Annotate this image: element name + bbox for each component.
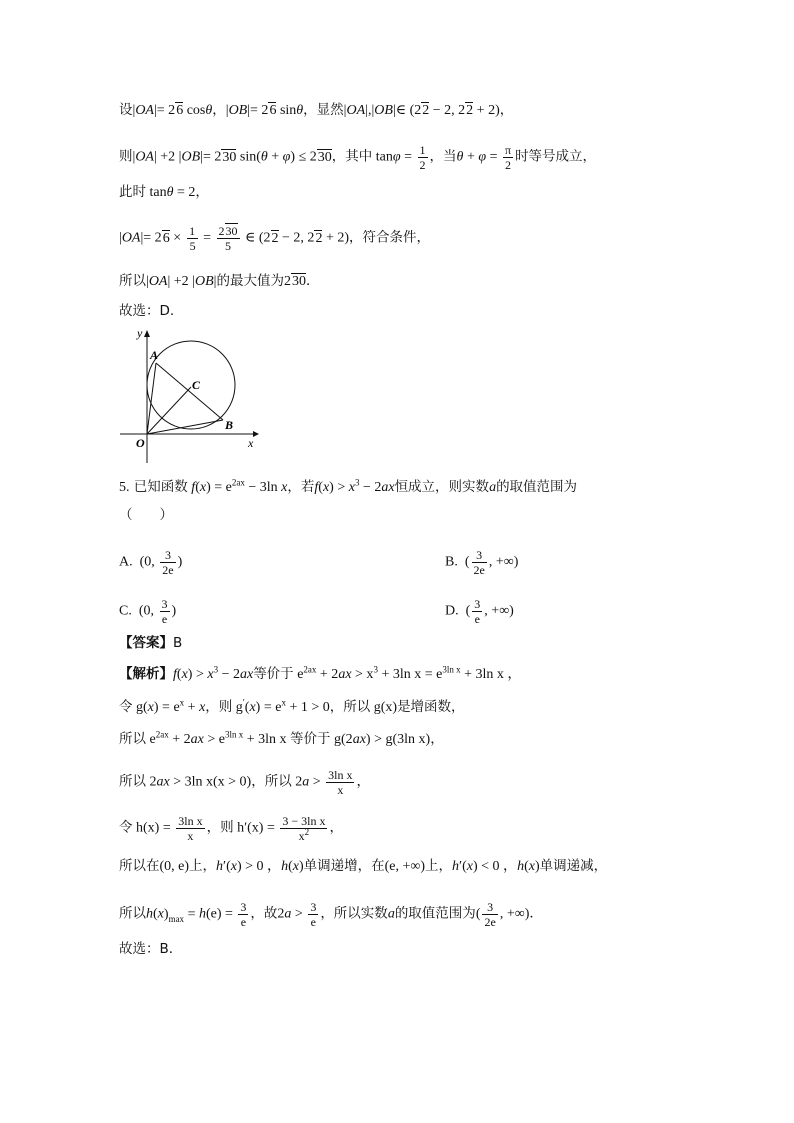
analysis-line-3: 所以 $e^{2ax} + 2ax > e^{3ln x} + 3\ln$ x 等价于 g(2ax) > g(3ln x)， (119, 729, 444, 747)
option-a[interactable]: A. (0, $\frac{3}{2e}$ ) (119, 548, 183, 577)
question-5-paren: （ ） (119, 507, 173, 523)
question-5-stem: 5. 已知函数 $f(x) = e^{2ax} - 3\ln$ x，若$f(x) > x^3 - 2ax$恒成立，则实数a的取值范围为 (119, 477, 578, 495)
solution-line-5: 所以|OA| +2 |OB|的最大值为230． (119, 273, 320, 289)
analysis-line-1: 【解析】$f(x) > x^3 - 2ax$等价于 $e^{2ax} + 2ax > x^3 + 3\ln$ $x = e^{3ln x} + 3\ln$ x ， (119, 664, 522, 682)
option-d[interactable]: D. ( $\frac{3}{e}$ , +∞) (445, 597, 514, 626)
solution-line-4: |OA|= 26 × $\frac{1}{5}$ = $\frac{230}{5}$ ∈ (22 − 2, 22 + 2)，符合条件， (119, 224, 430, 253)
solution-line-1: 设|OA|= 26 cosθ，|OB|= 26 sinθ，显然|OA|,|OB|∈ (22 − 2, 22 + 2)， (119, 102, 514, 118)
circle (147, 341, 235, 429)
analysis-line-7: 所以$h(x)_{max} = h(e)$ = $\frac{3}{e}$ ，故2a > $\frac{3}{e}$ ，所以实数a的取值范围为( $\frac{3}{2e}$ , +∞)． (119, 900, 543, 929)
solution-line-2: 则|OA| +2 |OB|= 230 sin(θ + φ) ≤ 230，其中 tanφ = $\frac{1}{2}$ ，当θ + φ = $\frac{\pi}{2}$ 时等号成立， (119, 143, 597, 172)
label-y: y (137, 326, 143, 340)
label-o: O (136, 436, 145, 450)
analysis-line-4: 所以 2ax > 3ln x(x > 0)，所以 2a > $\frac{\text{3ln x}}{x}$ ， (119, 768, 370, 797)
option-b[interactable]: B. ( $\frac{3}{2e}$ , +∞) (445, 548, 519, 577)
y-axis-arrow (144, 330, 150, 337)
option-c[interactable]: C. (0, $\frac{3}{e}$ ) (119, 597, 177, 626)
previous-answer: 故选：D. (119, 303, 175, 319)
solution-line-3: 此时 tanθ = 2， (119, 184, 209, 200)
analysis-line-5: 令 h(x) = $\frac{\text{3ln x}}{x}$ ，则 h′(x) = $\frac{\text{3 − 3ln x}}{x^2}$ ， (119, 814, 343, 843)
x-axis-arrow (253, 431, 259, 437)
segment-ab (156, 363, 223, 420)
label-c: C (192, 378, 201, 392)
analysis-line-2: 令 $g(x) = e^x + x$，则 $g'(x) = e^x + 1 > 0$，所以 g(x)是增函数， (119, 697, 465, 715)
answer-line: 【答案】B (119, 635, 183, 651)
label-b: B (225, 418, 234, 432)
final-answer: 故选：B． (119, 941, 183, 957)
label-x: x (248, 436, 254, 450)
label-a: A (150, 348, 159, 362)
analysis-line-6: 所以在(0, e)上，h′(x) > 0 ，h(x)单调递增，在(e, +∞)上，h′(x) < 0 ，h(x)单调递减， (119, 858, 608, 874)
geometry-diagram (115, 325, 265, 465)
